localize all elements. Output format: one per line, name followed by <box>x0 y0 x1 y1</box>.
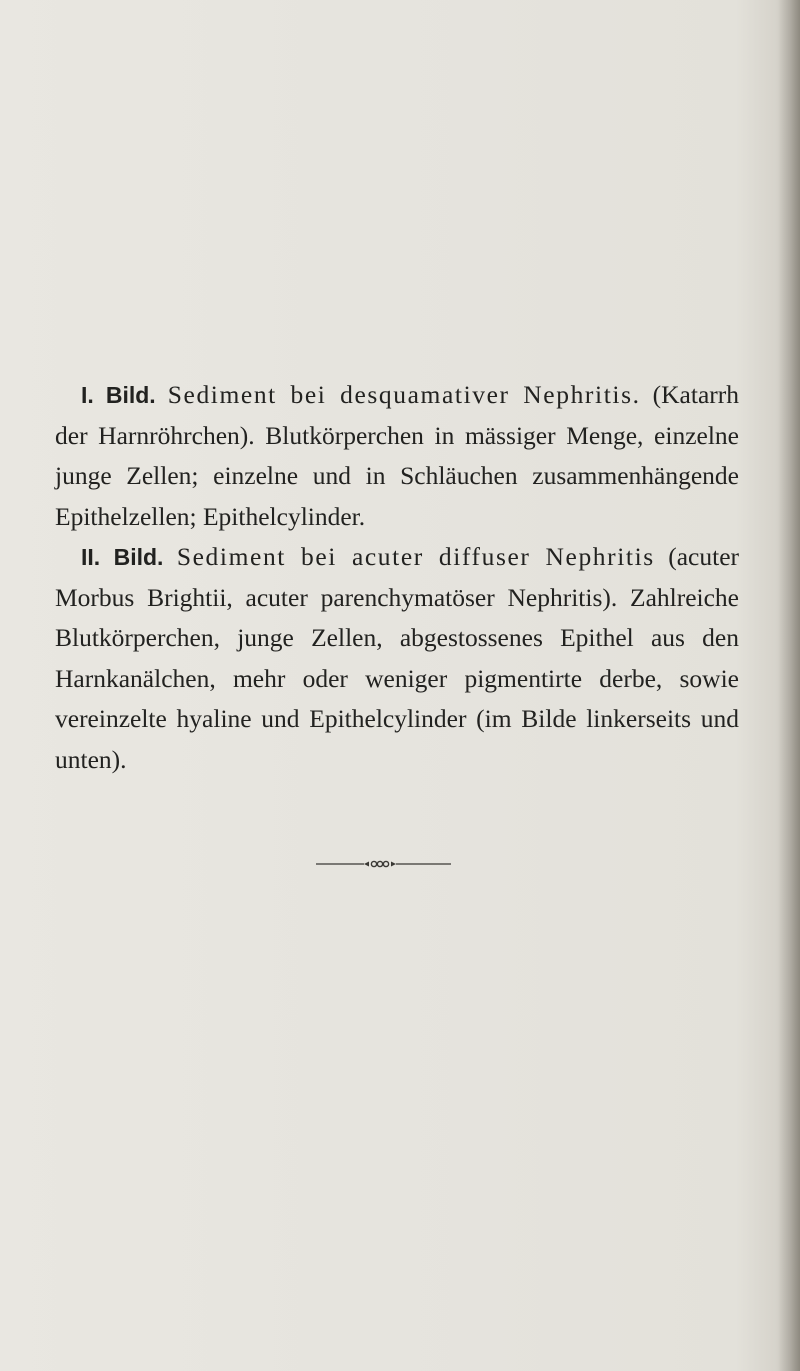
fleuron-divider-icon <box>316 857 451 871</box>
figure-label-2: II. Bild. <box>81 544 164 570</box>
figure-heading-1: Sediment bei desquamativer Nephritis. <box>167 380 641 409</box>
figure-heading-2: Sediment bei acuter diffuser Nephritis <box>176 542 655 571</box>
figure-description-1: (Katarrh der Harnröhrchen). Blutkörperchen in mässiger Menge, einzelne junge Zellen; einzelne und in Schläuchen zusammenhängende Epithelzellen; Epithelcylinder. <box>55 380 740 531</box>
figure-description-2: (acuter Morbus Brightii, acuter parenchymatöser Nephritis). Zahlreiche Blutkörperchen, junge Zellen, abgestossenes Epithel aus den Harnkanälchen, mehr oder weniger pigmentirte derbe, sowie vereinzelte hyaline und Epithelcylinder (im Bilde linkerseits und unten). <box>55 542 740 774</box>
caption-paragraph-1 <box>55 375 739 537</box>
caption-text-block <box>55 375 739 780</box>
figure-label-1: I. Bild. <box>81 382 156 408</box>
caption-paragraph-2 <box>55 537 739 780</box>
page-edge-shadow <box>778 0 800 1371</box>
